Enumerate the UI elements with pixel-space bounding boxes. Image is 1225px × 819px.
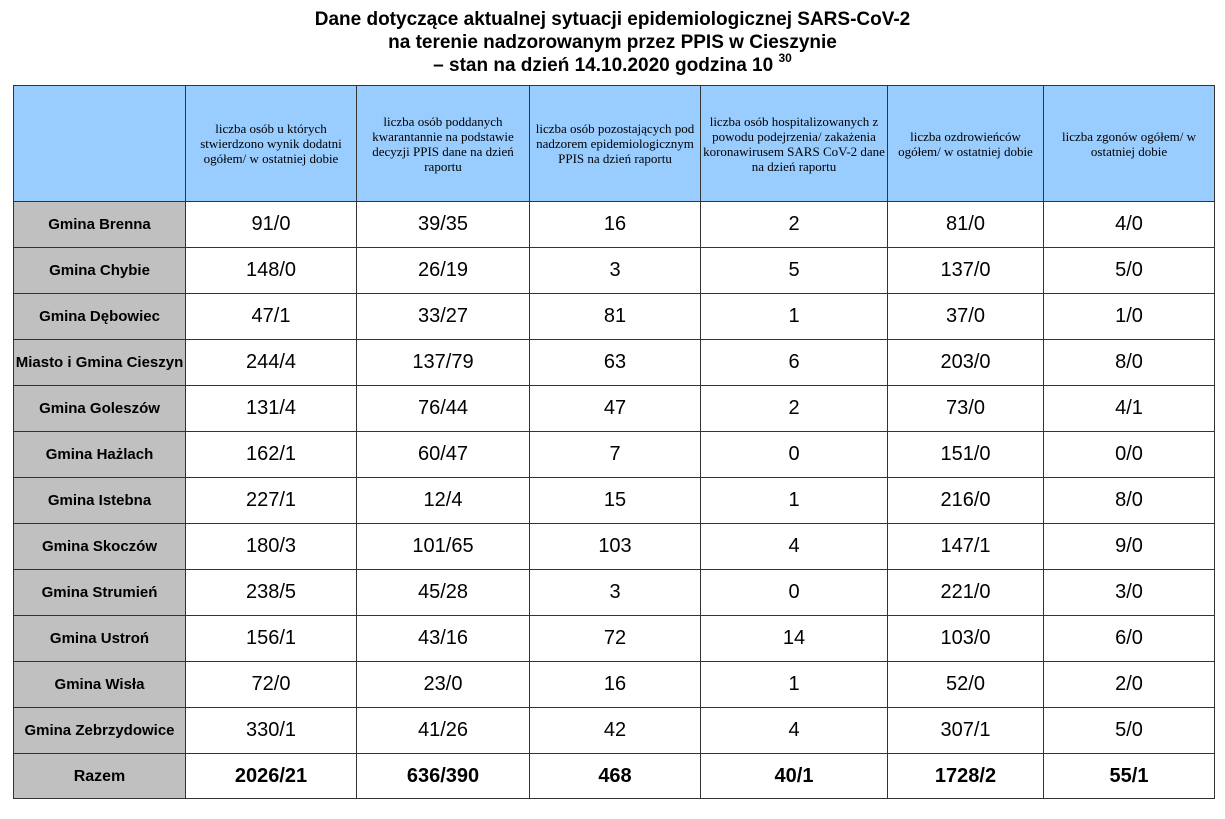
table-cell: 41/26 (357, 708, 530, 754)
table-cell: 81 (530, 294, 701, 340)
title-line-1: Dane dotyczące aktualnej sytuacji epidemiologicznej SARS-CoV-2 (314, 9, 911, 30)
table-cell: 162/1 (186, 432, 357, 478)
table-cell: 3/0 (1044, 570, 1215, 616)
table-cell: 8/0 (1044, 478, 1215, 524)
table-cell: 1 (701, 662, 888, 708)
title-date: – stan na dzień 14.10.2020 godzina 10 (433, 55, 774, 76)
table-row (14, 386, 1215, 432)
table-cell: 1/0 (1044, 294, 1215, 340)
table-cell: 23/0 (357, 662, 530, 708)
table-cell: 2 (701, 202, 888, 248)
table-cell: 72/0 (186, 662, 357, 708)
table-cell: 37/0 (888, 294, 1044, 340)
row-label: Gmina Istebna (14, 478, 186, 524)
table-cell: 72 (530, 616, 701, 662)
table-cell: 238/5 (186, 570, 357, 616)
table-cell: 244/4 (186, 340, 357, 386)
table-cell: 4/1 (1044, 386, 1215, 432)
table-row (14, 616, 1215, 662)
table-cell: 636/390 (357, 754, 530, 799)
column-header: liczba osób pozostających pod nadzorem epidemiologicznym PPIS na dzień raportu (530, 86, 701, 202)
table-cell: 3 (530, 248, 701, 294)
column-header: liczba osób u których stwierdzono wynik dodatni ogółem/ w ostatniej dobie (186, 86, 357, 202)
report-title (0, 8, 1225, 77)
table-cell: 5/0 (1044, 248, 1215, 294)
table-cell: 45/28 (357, 570, 530, 616)
table-cell: 76/44 (357, 386, 530, 432)
table-cell: 1728/2 (888, 754, 1044, 799)
table-cell: 9/0 (1044, 524, 1215, 570)
table-cell: 12/4 (357, 478, 530, 524)
table-cell: 131/4 (186, 386, 357, 432)
table-cell: 63 (530, 340, 701, 386)
table-cell: 47/1 (186, 294, 357, 340)
table-cell: 148/0 (186, 248, 357, 294)
row-label: Gmina Strumień (14, 570, 186, 616)
table-cell: 137/79 (357, 340, 530, 386)
title-line-3 (0, 51, 1225, 77)
column-header: liczba zgonów ogółem/ w ostatniej dobie (1044, 86, 1215, 202)
row-label: Gmina Chybie (14, 248, 186, 294)
table-cell: 0 (701, 570, 888, 616)
table-cell: 330/1 (186, 708, 357, 754)
header-row (14, 86, 1215, 202)
table-row (14, 294, 1215, 340)
table-cell: 14 (701, 616, 888, 662)
title-line-2: na terenie nadzorowanym przez PPIS w Cieszynie (388, 32, 837, 53)
table-cell: 40/1 (701, 754, 888, 799)
table-cell: 15 (530, 478, 701, 524)
table-cell: 203/0 (888, 340, 1044, 386)
table-cell: 4 (701, 524, 888, 570)
table-cell: 0/0 (1044, 432, 1215, 478)
table-row (14, 524, 1215, 570)
table-cell: 52/0 (888, 662, 1044, 708)
table-cell: 180/3 (186, 524, 357, 570)
table-cell: 4 (701, 708, 888, 754)
row-label: Razem (14, 754, 186, 799)
table-cell: 33/27 (357, 294, 530, 340)
total-row (14, 754, 1215, 799)
table-row (14, 662, 1215, 708)
table-cell: 0 (701, 432, 888, 478)
row-label: Gmina Skoczów (14, 524, 186, 570)
column-header: liczba ozdrowieńców ogółem/ w ostatniej dobie (888, 86, 1044, 202)
row-label: Miasto i Gmina Cieszyn (14, 340, 186, 386)
table-row (14, 478, 1215, 524)
table-cell: 16 (530, 662, 701, 708)
column-header: liczba osób poddanych kwarantannie na podstawie decyzji PPIS dane na dzień raportu (357, 86, 530, 202)
table-cell: 307/1 (888, 708, 1044, 754)
table-cell: 4/0 (1044, 202, 1215, 248)
table-cell: 216/0 (888, 478, 1044, 524)
title-minutes: 30 (778, 51, 792, 65)
table-cell: 1 (701, 478, 888, 524)
column-header: liczba osób hospitalizowanych z powodu podejrzenia/ zakażenia koronawirusem SARS CoV-2 dane na dzień raportu (701, 86, 888, 202)
table-cell: 468 (530, 754, 701, 799)
table-cell: 5 (701, 248, 888, 294)
row-label: Gmina Brenna (14, 202, 186, 248)
table-cell: 6 (701, 340, 888, 386)
table-cell: 227/1 (186, 478, 357, 524)
table-row (14, 340, 1215, 386)
row-label: Gmina Zebrzydowice (14, 708, 186, 754)
table-cell: 81/0 (888, 202, 1044, 248)
table-row (14, 248, 1215, 294)
table-row (14, 570, 1215, 616)
table-cell: 103 (530, 524, 701, 570)
row-label: Gmina Dębowiec (14, 294, 186, 340)
corner-cell (14, 86, 186, 202)
table-cell: 6/0 (1044, 616, 1215, 662)
table-cell: 73/0 (888, 386, 1044, 432)
table-cell: 221/0 (888, 570, 1044, 616)
table-row (14, 432, 1215, 478)
table-cell: 43/16 (357, 616, 530, 662)
table-cell: 8/0 (1044, 340, 1215, 386)
table-row (14, 202, 1215, 248)
table-cell: 91/0 (186, 202, 357, 248)
table-cell: 156/1 (186, 616, 357, 662)
table-cell: 3 (530, 570, 701, 616)
table-cell: 16 (530, 202, 701, 248)
table-cell: 2/0 (1044, 662, 1215, 708)
table-cell: 137/0 (888, 248, 1044, 294)
table-cell: 5/0 (1044, 708, 1215, 754)
table-cell: 39/35 (357, 202, 530, 248)
row-label: Gmina Wisła (14, 662, 186, 708)
table-cell: 103/0 (888, 616, 1044, 662)
table-cell: 7 (530, 432, 701, 478)
epidemiological-table (13, 85, 1215, 799)
table-cell: 151/0 (888, 432, 1044, 478)
table-cell: 147/1 (888, 524, 1044, 570)
table-cell: 47 (530, 386, 701, 432)
row-label: Gmina Ustroń (14, 616, 186, 662)
row-label: Gmina Hażlach (14, 432, 186, 478)
table-cell: 2 (701, 386, 888, 432)
table-cell: 101/65 (357, 524, 530, 570)
table-cell: 55/1 (1044, 754, 1215, 799)
table-cell: 26/19 (357, 248, 530, 294)
table-row (14, 708, 1215, 754)
table-cell: 2026/21 (186, 754, 357, 799)
table-cell: 60/47 (357, 432, 530, 478)
table-cell: 42 (530, 708, 701, 754)
row-label: Gmina Goleszów (14, 386, 186, 432)
table-cell: 1 (701, 294, 888, 340)
